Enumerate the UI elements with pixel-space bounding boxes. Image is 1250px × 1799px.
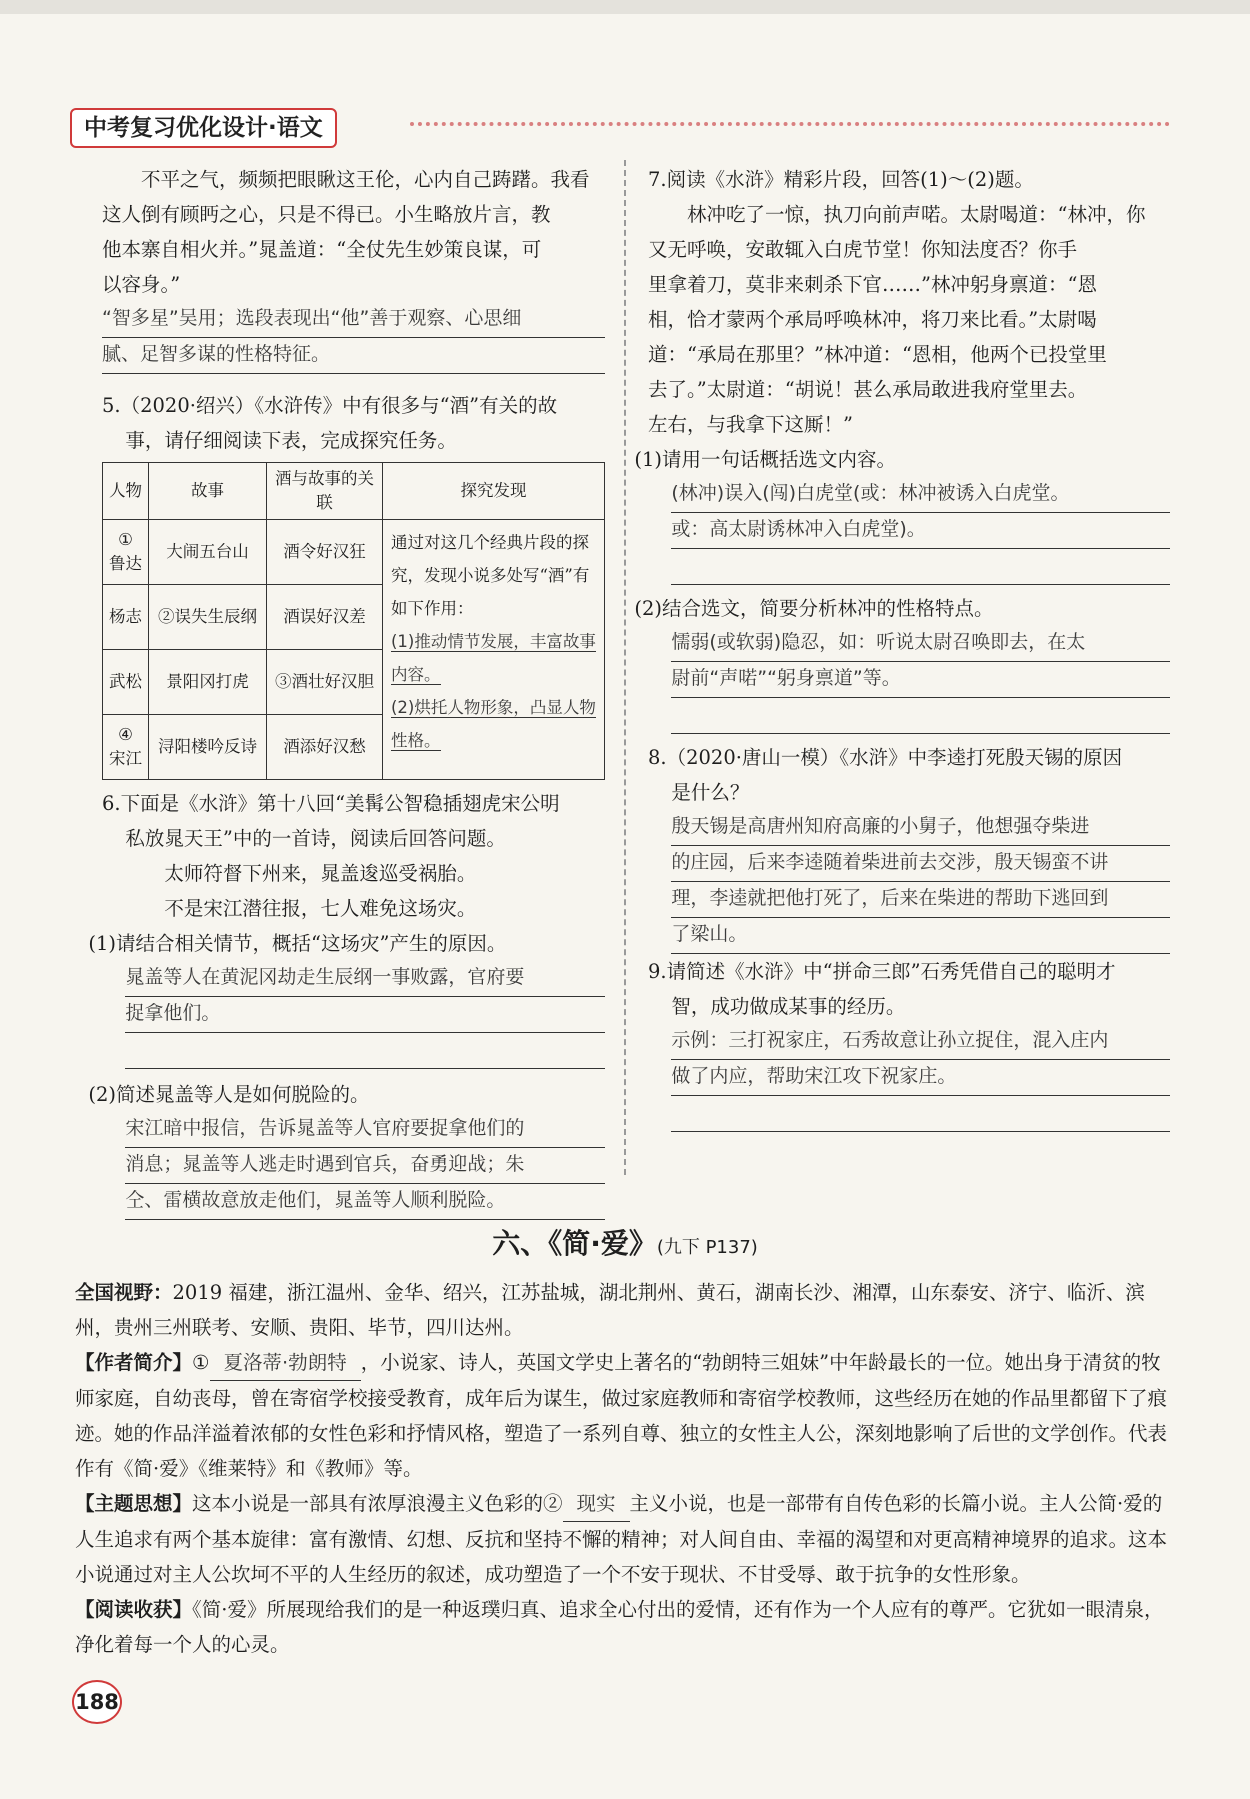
national-text: 2019 福建，浙江温州、金华、绍兴，江苏盐城，湖北荆州、黄石，湖南长沙、湘潭，山东泰安、济宁、临沂、滨州，贵州三州联考、安顺、贵阳、毕节，四川达州。 xyxy=(75,1281,1145,1339)
discovery-intro: 通过对这几个经典片段的探究，发现小说多处写“酒”有如下作用： xyxy=(391,533,590,618)
question-7-stem: 7.阅读《水浒》精彩片段，回答(1)～(2)题。 xyxy=(648,168,1034,191)
poem-line: 不是宋江潜往报，七人难免这场灾。 xyxy=(164,897,477,920)
blank-answer-line xyxy=(671,698,1170,734)
passage-line: 不平之气，频频把眼瞅这王伦，心内自己踌躇。我看 xyxy=(141,168,590,191)
passage-line: 这人倒有顾眄之心，只是不得已。小生略放片言，教 xyxy=(102,203,551,226)
question-8-stem: 是什么？ xyxy=(671,781,750,804)
table-header: 探究发现 xyxy=(383,463,605,520)
answer-block xyxy=(671,1024,1170,1132)
answer-line: 消息；晁盖等人逃走时遇到官兵，奋勇迎战；朱 xyxy=(125,1148,605,1184)
question-6-sub-1: (1)请结合相关情节，概括“这场灾”产生的原因。 xyxy=(88,932,507,955)
section-title xyxy=(0,1222,1250,1262)
question-9-stem: 智，成功做成某事的经历。 xyxy=(671,995,906,1018)
question-6-stem: 私放晁天王”中的一首诗，阅读后回答问题。 xyxy=(125,827,506,850)
table-cell-person: 杨志 xyxy=(103,585,149,650)
passage-line: 他本寨自相火并。”晁盖道：“全仗先生妙策良谋，可 xyxy=(102,238,542,261)
table-cell-story: 浔阳楼吟反诗 xyxy=(149,715,267,780)
table-cell-person: ④ 宋江 xyxy=(103,715,149,780)
passage-line: 里拿着刀，莫非来刺杀下官……”林冲躬身禀道：“恩 xyxy=(648,273,1097,296)
section-body xyxy=(75,1275,1170,1662)
column-divider xyxy=(624,160,626,1175)
top-edge xyxy=(0,0,1250,14)
answer-line: 做了内应，帮助宋江攻下祝家庄。 xyxy=(671,1060,1170,1096)
left-column xyxy=(88,162,605,1220)
section-reference: (九下 P137) xyxy=(656,1237,758,1258)
answer-line: 捉拿他们。 xyxy=(125,997,605,1033)
right-column xyxy=(634,162,1170,1132)
table-cell-relation: 酒令好汉狂 xyxy=(267,520,383,585)
passage-line: 以容身。” xyxy=(102,273,181,296)
answer-line: 理，李逵就把他打死了，后来在柴进的帮助下逃回到 xyxy=(671,882,1170,918)
poem-line: 太师符督下州来，晁盖逡巡受祸胎。 xyxy=(164,862,477,885)
question-7-sub-2: (2)结合选文，简要分析林冲的性格特点。 xyxy=(634,597,994,620)
table-header-row xyxy=(103,463,605,520)
answer-line: 懦弱(或软弱)隐忍，如：听说太尉召唤即去，在太 xyxy=(671,626,1170,662)
author-number: ① xyxy=(192,1351,210,1374)
theme-pre: 这本小说是一部具有浓厚浪漫主义色彩的② xyxy=(192,1492,563,1515)
discovery-answer-2: (2)烘托人物形象，凸显人物性格。 xyxy=(391,698,596,750)
table-header: 酒与故事的关联 xyxy=(267,463,383,520)
answer-line: 晁盖等人在黄泥冈劫走生辰纲一事败露，官府要 xyxy=(125,961,605,997)
passage-line: 左右，与我拿下这厮！” xyxy=(648,413,853,436)
author-fill-blank: 夏洛蒂·勃朗特 xyxy=(210,1345,361,1381)
table-header: 故事 xyxy=(149,463,267,520)
answer-line: 示例：三打祝家庄，石秀故意让孙立捉住，混入庄内 xyxy=(671,1024,1170,1060)
question-5-stem: 5.（2020·绍兴）《水浒传》中有很多与“酒”有关的故 xyxy=(102,394,558,417)
answer-line: (林冲)误入(闯)白虎堂(或：林冲被诱入白虎堂。 xyxy=(671,477,1170,513)
theme-text: 主义小说，也是一部带有自传色彩的长篇小说。主人公简·爱的人生追求有两个基本旋律：富有激情、幻想、反抗和坚持不懈的精神；对人间自由、幸福的渴望和对更高精神境界的追求。这本小说通过对主人公坎坷不平的人生经历的叙述，成功塑造了一个不安于现状、不甘受辱、敢于抗争的女性形象。 xyxy=(75,1492,1168,1586)
passage-line: 相，恰才蒙两个承局呼唤林冲，将刀来比看。”太尉喝 xyxy=(648,308,1097,331)
table-cell-relation: 酒误好汉差 xyxy=(267,585,383,650)
answer-block xyxy=(671,477,1170,585)
page-number: 188 xyxy=(72,1680,122,1724)
answer-line: 或：高太尉诱林冲入白虎堂)。 xyxy=(671,513,1170,549)
table-cell-relation: 酒添好汉愁 xyxy=(267,715,383,780)
question-5-stem: 事，请仔细阅读下表，完成探究任务。 xyxy=(125,429,457,452)
answer-line: 腻、足智多谋的性格特征。 xyxy=(102,338,605,374)
discovery-answer-1: (1)推动情节发展，丰富故事内容。 xyxy=(391,632,596,684)
gain-text: 《简·爱》所展现给我们的是一种返璞归真、追求全心付出的爱情，还有作为一个人应有的尊严。它犹如一眼清泉，净化着每一个人的心灵。 xyxy=(75,1598,1164,1656)
table-cell-story: 大闹五台山 xyxy=(149,520,267,585)
answer-block xyxy=(125,961,605,1069)
blank-answer-line xyxy=(671,549,1170,585)
wine-table xyxy=(102,462,605,780)
question-9-stem: 9.请简述《水浒》中“拼命三郎”石秀凭借自己的聪明才 xyxy=(648,960,1116,983)
passage-line: 林冲吃了一惊，执刀向前声喏。太尉喝道：“林冲，你 xyxy=(687,203,1146,226)
reading-gain xyxy=(75,1592,1170,1662)
gain-label: 【阅读收获】 xyxy=(75,1598,193,1621)
table-cell-relation: ③酒壮好汉胆 xyxy=(267,650,383,715)
question-8-stem: 8.（2020·唐山一模）《水浒》中李逵打死殷天锡的原因 xyxy=(648,746,1123,769)
answer-line: 宋江暗中报信，告诉晁盖等人官府要捉拿他们的 xyxy=(125,1112,605,1148)
blank-answer-line xyxy=(671,1096,1170,1132)
answer-line: 殷天锡是高唐州知府高廉的小舅子，他想强夺柴进 xyxy=(671,810,1170,846)
passage-line: 道：“承局在那里？”林冲道：“恩相，他两个已投堂里 xyxy=(648,343,1107,366)
national-scope xyxy=(75,1275,1170,1345)
answer-block xyxy=(102,302,605,374)
table-cell-discovery xyxy=(383,520,605,780)
question-6-stem: 6.下面是《水浒》第十八回“美髯公智稳插翅虎宋公明 xyxy=(102,792,560,815)
table-row xyxy=(103,520,605,585)
theme-fill-blank: 现实 xyxy=(563,1486,630,1522)
blank-answer-line xyxy=(125,1033,605,1069)
answer-line: 尉前“声喏”“躬身禀道”等。 xyxy=(671,662,1170,698)
answer-line: 的庄园，后来李逵随着柴进前去交涉，殷天锡蛮不讲 xyxy=(671,846,1170,882)
theme-label: 【主题思想】 xyxy=(75,1492,193,1515)
table-cell-story: 景阳冈打虎 xyxy=(149,650,267,715)
question-6-sub-2: (2)简述晁盖等人是如何脱险的。 xyxy=(88,1083,370,1106)
section-heading: 六、《简·爱》 xyxy=(492,1227,657,1260)
passage-line: 去了。”太尉道：“胡说！甚么承局敢进我府堂里去。 xyxy=(648,378,1088,401)
passage-line: 又无呼唤，安敢辄入白虎节堂！你知法度否？你手 xyxy=(648,238,1078,261)
answer-line: “智多星”吴用；选段表现出“他”善于观察、心思细 xyxy=(102,302,605,338)
question-7-sub-1: (1)请用一句话概括选文内容。 xyxy=(634,448,896,471)
table-cell-story: ②误失生辰纲 xyxy=(149,585,267,650)
table-cell-person: ① 鲁达 xyxy=(103,520,149,585)
answer-block xyxy=(125,1112,605,1220)
author-intro xyxy=(75,1345,1170,1486)
table-cell-person: 武松 xyxy=(103,650,149,715)
answer-block xyxy=(671,810,1170,954)
book-title: 中考复习优化设计·语文 xyxy=(70,108,337,148)
theme-intro xyxy=(75,1486,1170,1592)
answer-line: 仝、雷横故意放走他们，晁盖等人顺利脱险。 xyxy=(125,1184,605,1220)
author-label: 【作者简介】 xyxy=(75,1351,193,1374)
author-text: ，小说家、诗人，英国文学史上著名的“勃朗特三姐妹”中年龄最长的一位。她出身于清贫的牧师家庭，自幼丧母，曾在寄宿学校接受教育，成年后为谋生，做过家庭教师和寄宿学校教师，这些经历在她的作品里都留下了痕迹。她的作品洋溢着浓郁的女性色彩和抒情风格，塑造了一系列自尊、独立的女性主人公，深刻地影响了后世的文学创作。代表作有《简·爱》《维莱特》和《教师》等。 xyxy=(75,1351,1168,1480)
page-header xyxy=(70,108,1170,148)
header-dotted-rule xyxy=(410,122,1170,126)
table-header: 人物 xyxy=(103,463,149,520)
answer-line: 了梁山。 xyxy=(671,918,1170,954)
national-label: 全国视野： xyxy=(75,1281,173,1304)
answer-block xyxy=(671,626,1170,734)
